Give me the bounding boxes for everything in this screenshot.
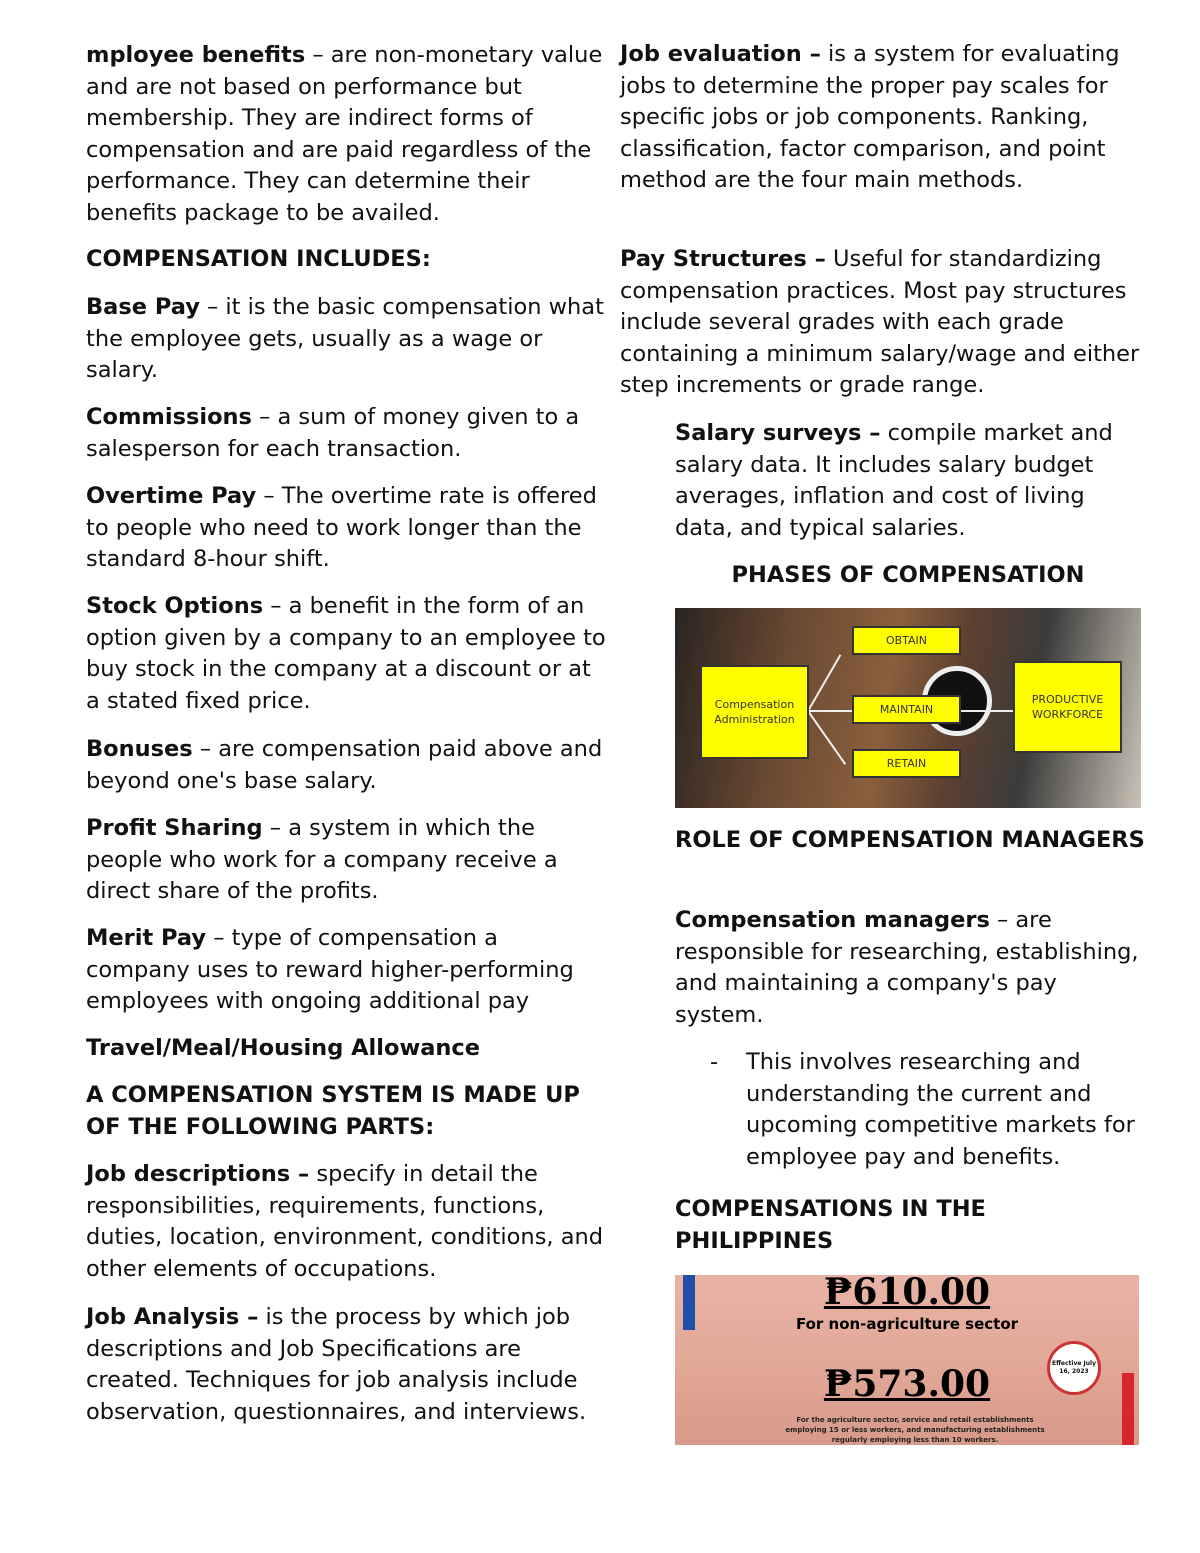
paragraph-merit-pay [86,923,608,1018]
term: Pay Structures – [620,246,826,272]
arrow-line [960,710,1013,712]
definition: – are responsible for researching, establishing, and maintaining a company's pay system. [675,907,1139,1028]
term: Merit Pay [86,925,207,951]
wage-amount-non-agriculture: ₱610.00 [823,1275,991,1313]
term: Profit Sharing [86,815,263,841]
term: Job evaluation – [620,41,821,67]
heading-phases: PHASES OF COMPENSATION [731,562,1085,588]
definition: – it is the basic compensation what the employee gets, usually as a wage or salary. [86,294,604,383]
definition: – are compensation paid above and beyond one's base salary. [86,736,603,794]
definition: compile market and salary data. It includes salary budget averages, inflation and cost of living data, and typical salaries. [675,420,1113,541]
arrow-line [807,710,846,764]
paragraph-salary-surveys [675,418,1145,544]
term: Job descriptions – [86,1161,310,1187]
term: Salary surveys – [675,420,881,446]
wage-label-agriculture: For the agriculture sector, service and retail establishments employing 15 or less workers, and manufacturing establishments regularly employing less than 10 workers. [785,1416,1045,1444]
term: Overtime Pay [86,483,257,509]
term: Compensation managers [675,907,990,933]
term: mployee benefits [86,42,306,68]
heading-allowance: Travel/Meal/Housing Allowance [86,1035,481,1061]
box-retain: RETAIN [852,749,961,778]
paragraph-commissions [86,402,608,465]
paragraph-employee-benefits [86,40,608,229]
definition: is a system for evaluating jobs to determine the proper pay scales for specific jobs or job components. Ranking, classification, factor comparison, and point method are the four main methods. [620,41,1120,193]
paragraph-bonuses [86,734,608,797]
heading-role: ROLE OF COMPENSATION MANAGERS [675,827,1145,853]
paragraph-pay-structures [620,244,1145,402]
paragraph-profit-sharing [86,813,608,908]
term: Base Pay [86,294,200,320]
paragraph-job-descriptions [86,1159,608,1285]
definition: specify in detail the responsibilities, requirements, functions, duties, location, environment, conditions, and other elements of occupations. [86,1161,604,1282]
term: Stock Options [86,593,264,619]
paragraph-base-pay [86,292,608,387]
paragraph-compensation-managers [675,905,1145,1031]
box-compensation-administration: Compensation Administration [700,665,809,759]
term: Commissions [86,404,252,430]
paragraph-job-evaluation [620,39,1145,197]
wage-amount-agriculture: ₱573.00 [823,1363,991,1405]
arrow-line [808,710,853,712]
definition: – type of compensation a company uses to reward higher-performing employees with ongoing additional pay [86,925,574,1014]
term: Job Analysis – [86,1304,259,1330]
definition: – are non-monetary value and are not based on performance but membership. They are indirect forms of compensation and are paid regardless of the performance. They can determine their benefits package to be availed. [86,42,603,226]
minimum-wage-image [675,1275,1139,1445]
definition: – a benefit in the form of an option given by a company to an employee to buy stock in the company at a discount or at a stated fixed price. [86,593,606,714]
box-productive-workforce: PRODUCTIVE WORKFORCE [1013,661,1122,753]
paragraph-job-analysis [86,1302,608,1428]
heading-compensation-system: A COMPENSATION SYSTEM IS MADE UP OF THE FOLLOWING PARTS: [86,1082,580,1140]
term: Bonuses [86,736,193,762]
box-maintain: MAINTAIN [852,695,961,724]
box-obtain: OBTAIN [852,626,961,655]
effective-date-badge: Effective July 16, 2023 [1047,1341,1101,1395]
paragraph-stock-options [86,591,608,717]
heading-compensation-includes: COMPENSATION INCLUDES: [86,246,431,272]
definition: Useful for standardizing compensation practices. Most pay structures include several grades with each grade containing a minimum salary/wage and either step increments or grade range. [620,246,1140,398]
arrow-line [807,654,841,711]
wage-label-non-agriculture: For non-agriculture sector [795,1315,1019,1333]
paragraph-overtime-pay [86,481,608,576]
bullet-text: This involves researching and understanding the current and upcoming competitive markets for employee pay and benefits. [746,1049,1135,1170]
heading-philippines: COMPENSATIONS IN THE PHILIPPINES [675,1196,986,1254]
definition: is the process by which job descriptions and Job Specifications are created. Techniques for job analysis include observation, questionnaires, and interviews. [86,1304,587,1425]
definition: – a system in which the people who work for a company receive a direct share of the profits. [86,815,558,904]
definition: – a sum of money given to a salesperson for each transaction. [86,404,580,462]
definition: – The overtime rate is offered to people who need to work longer than the standard 8-hour shift. [86,483,597,572]
bullet-dash: - [710,1049,719,1075]
phases-diagram-image [675,608,1141,808]
